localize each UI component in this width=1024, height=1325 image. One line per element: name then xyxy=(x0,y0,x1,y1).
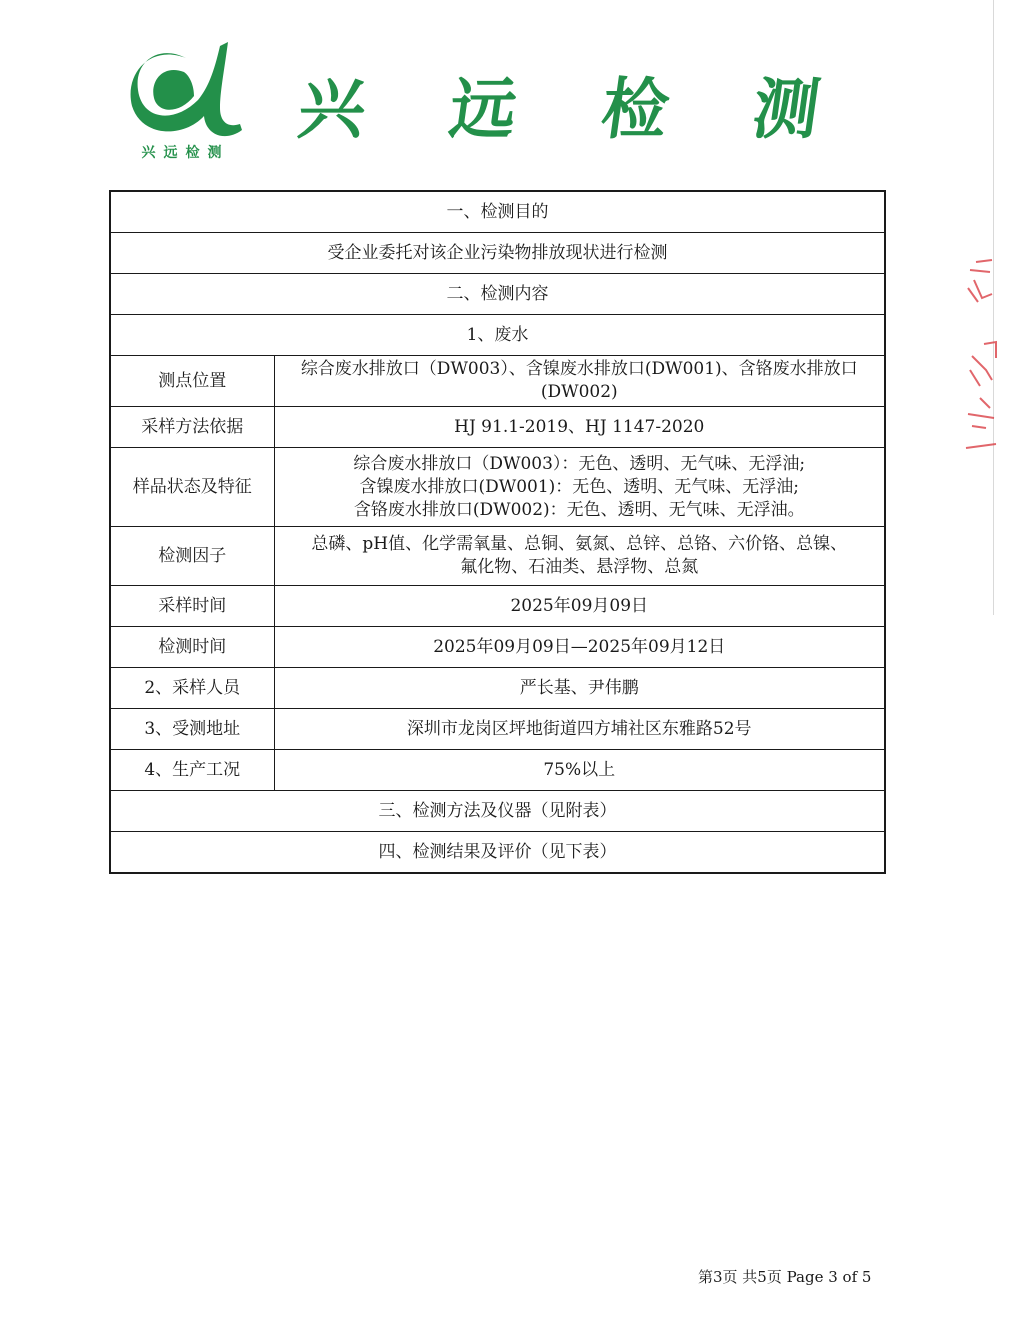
value-line: (DW002) xyxy=(540,382,618,402)
logo-text: 兴远检测 xyxy=(141,145,230,161)
table-row xyxy=(110,791,885,832)
sampler-value: 严长基、尹伟鹏 xyxy=(274,668,885,709)
purpose-text: 受企业委托对该企业污染物排放现状进行检测 xyxy=(110,233,885,274)
row-value xyxy=(274,627,885,668)
row-value xyxy=(274,586,885,627)
row-value xyxy=(274,407,885,448)
alpha-logo-icon xyxy=(128,38,243,142)
value-line: 氟化物、石油类、悬浮物、总氮 xyxy=(460,557,699,577)
table-row xyxy=(110,750,885,791)
row-label: 检测因子 xyxy=(110,527,274,586)
table-row xyxy=(110,191,885,233)
brand-char: 测 xyxy=(747,70,825,148)
address-label: 3、受测地址 xyxy=(110,709,274,750)
value-line: 综合废水排放口（DW003）：无色、透明、无气味、无浮油; xyxy=(353,453,806,474)
value-line: 2025年09月09日—2025年09月12日 xyxy=(433,636,726,657)
table-row xyxy=(110,407,885,448)
value-line: HJ 91.1-2019、HJ 1147-2020 xyxy=(454,416,705,437)
brand-title xyxy=(293,58,825,148)
table-row xyxy=(110,832,885,874)
value-line: 含铬废水排放口(DW002)：无色、透明、无气味、无浮油。 xyxy=(353,499,805,520)
table-row xyxy=(110,668,885,709)
table-row xyxy=(110,233,885,274)
row-label: 采样时间 xyxy=(110,586,274,627)
row-label: 检测时间 xyxy=(110,627,274,668)
table-row xyxy=(110,356,885,407)
results-title: 四、检测结果及评价（见下表） xyxy=(110,832,885,874)
address-value: 深圳市龙岗区坪地街道四方埔社区东雅路52号 xyxy=(274,709,885,750)
purpose-title: 一、检测目的 xyxy=(110,191,885,233)
row-label: 样品状态及特征 xyxy=(110,448,274,527)
value-line: 2025年09月09日 xyxy=(510,595,649,616)
page-number: 第3页 共5页 Page 3 of 5 xyxy=(698,1268,872,1286)
company-logo xyxy=(128,38,243,168)
sampler-label: 2、采样人员 xyxy=(110,668,274,709)
table-row xyxy=(110,586,885,627)
methods-title: 三、检测方法及仪器（见附表） xyxy=(110,791,885,832)
row-label: 采样方法依据 xyxy=(110,407,274,448)
table-row xyxy=(110,274,885,315)
brand-char: 远 xyxy=(445,70,522,148)
table-row xyxy=(110,709,885,750)
wastewater-label: 1、废水 xyxy=(110,315,885,356)
content-title: 二、检测内容 xyxy=(110,274,885,315)
table-row xyxy=(110,448,885,527)
value-line: 含镍废水排放口(DW001)：无色、透明、无气味、无浮油; xyxy=(359,476,800,497)
table-row xyxy=(110,315,885,356)
seal-stamp-icon xyxy=(962,258,998,454)
value-line: 总磷、pH值、化学需氧量、总铜、氨氮、总锌、总铬、六价铬、总镍、 xyxy=(311,534,848,554)
brand-char: 检 xyxy=(596,70,674,148)
value-line: 综合废水排放口（DW003）、含镍废水排放口(DW001)、含铬废水排放口 xyxy=(300,359,858,379)
report-table xyxy=(109,190,886,874)
row-value xyxy=(274,448,885,527)
table-row xyxy=(110,627,885,668)
row-label: 测点位置 xyxy=(110,356,274,407)
production-value: 75%以上 xyxy=(274,750,885,791)
production-label: 4、生产工况 xyxy=(110,750,274,791)
table-row xyxy=(110,527,885,586)
row-value xyxy=(274,356,885,407)
row-value xyxy=(274,527,885,586)
brand-char: 兴 xyxy=(293,70,371,148)
